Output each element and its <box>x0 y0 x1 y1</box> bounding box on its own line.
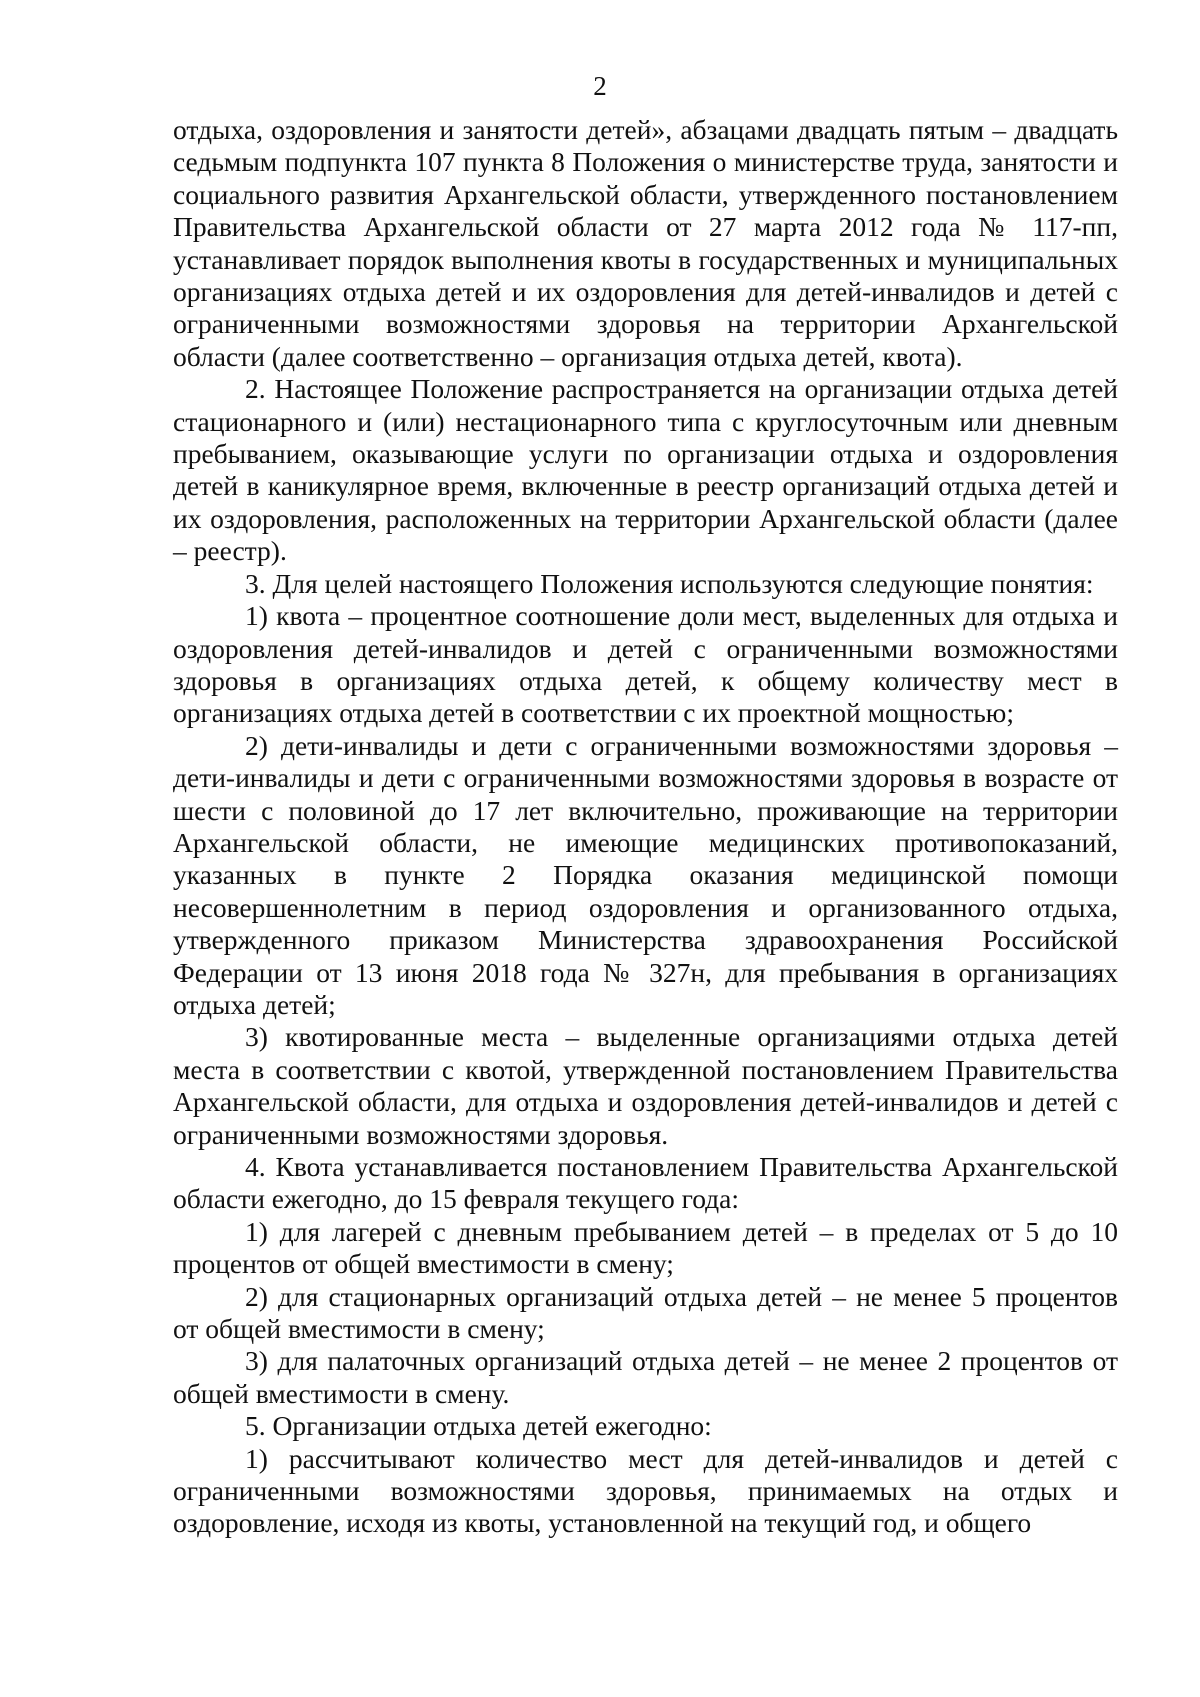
paragraph-3-1-quota: 1) квота – процентное соотношение доли мест, выделенных для отдыха и оздоровления детей-инвалидов и детей с ограниченными возможностями здоровья в организациях отдыха детей, к общему количеству мест в организациях отдыха детей в соответствии с их проектной мощностью; <box>173 600 1118 729</box>
paragraph-4-quota-setting: 4. Квота устанавливается постановлением Правительства Архангельской области ежегодно, до 15 февраля текущего года: <box>173 1151 1118 1215</box>
page-number: 2 <box>593 71 607 101</box>
paragraph-3-3-quota-places: 3) квотированные места – выделенные организациями отдыха детей места в соответствии с квотой, утвержденной постановлением Правительства Архангельской области, для отдыха и оздоровления детей-инвалидов и детей с ограниченными возможностями здоровья. <box>173 1021 1118 1150</box>
paragraph-5-annual: 5. Организации отдыха детей ежегодно: <box>245 1410 712 1442</box>
paragraph-3-definitions: 3. Для целей настоящего Положения используются следующие понятия: <box>245 567 1094 599</box>
document-body <box>173 114 1118 1540</box>
paragraph-4-1-day-camps: 1) для лагерей с дневным пребыванием детей – в пределах от 5 до 10 процентов от общей вместимости в смену; <box>173 1215 1118 1280</box>
paragraph-3-2-children: 2) дети-инвалиды и дети с ограниченными возможностями здоровья – дети-инвалиды и дети с ограниченными возможностями здоровья в возрасте от шести с половиной до 17 лет включительно, проживающие на территории Архангельской области, не имеющие медицинских противопоказаний, указанных в пункте 2 Порядка оказания медицинской помощи несовершеннолетним в период оздоровления и организованного отдыха, утвержденного приказом Министерства здравоохранения Российской Федерации от 13 июня 2018 года № 327н, для пребывания в организациях отдыха детей; <box>173 729 1118 1020</box>
paragraph-4-3-tent: 3) для палаточных организаций отдыха детей – не менее 2 процентов от общей вместимости в смену. <box>173 1345 1118 1409</box>
paragraph-2-scope: 2. Настоящее Положение распространяется на организации отдыха детей стационарного и (или) нестационарного типа с круглосуточным или дневным пребыванием, оказывающие услуги по организации отдыха и оздоровления детей в каникулярное время, включенные в реестр организаций отдыха детей и их оздоровления, расположенных на территории Архангельской области (далее – реестр). <box>173 373 1118 567</box>
paragraph-5-1-calculation: 1) рассчитывают количество мест для детей-инвалидов и детей с ограниченными возможностями здоровья, принимаемых на отдых и оздоровление, исходя из квоты, установленной на текущий год, и общего <box>173 1442 1118 1539</box>
paragraph-4-2-stationary: 2) для стационарных организаций отдыха детей – не менее 5 процентов от общей вместимости в смену; <box>173 1280 1118 1345</box>
paragraph-intro-continuation: отдыха, оздоровления и занятости детей», абзацами двадцать пятым – двадцать седьмым подпункта 107 пункта 8 Положения о министерстве труда, занятости и социального развития Архангельской области, утвержденного постановлением Правительства Архангельской области от 27 марта 2012 года № 117-пп, устанавливает порядок выполнения квоты в государственных и муниципальных организациях отдыха детей и их оздоровления для детей-инвалидов и детей с ограниченными возможностями здоровья на территории Архангельской области (далее соответственно – организация отдыха детей, квота). <box>173 114 1118 372</box>
